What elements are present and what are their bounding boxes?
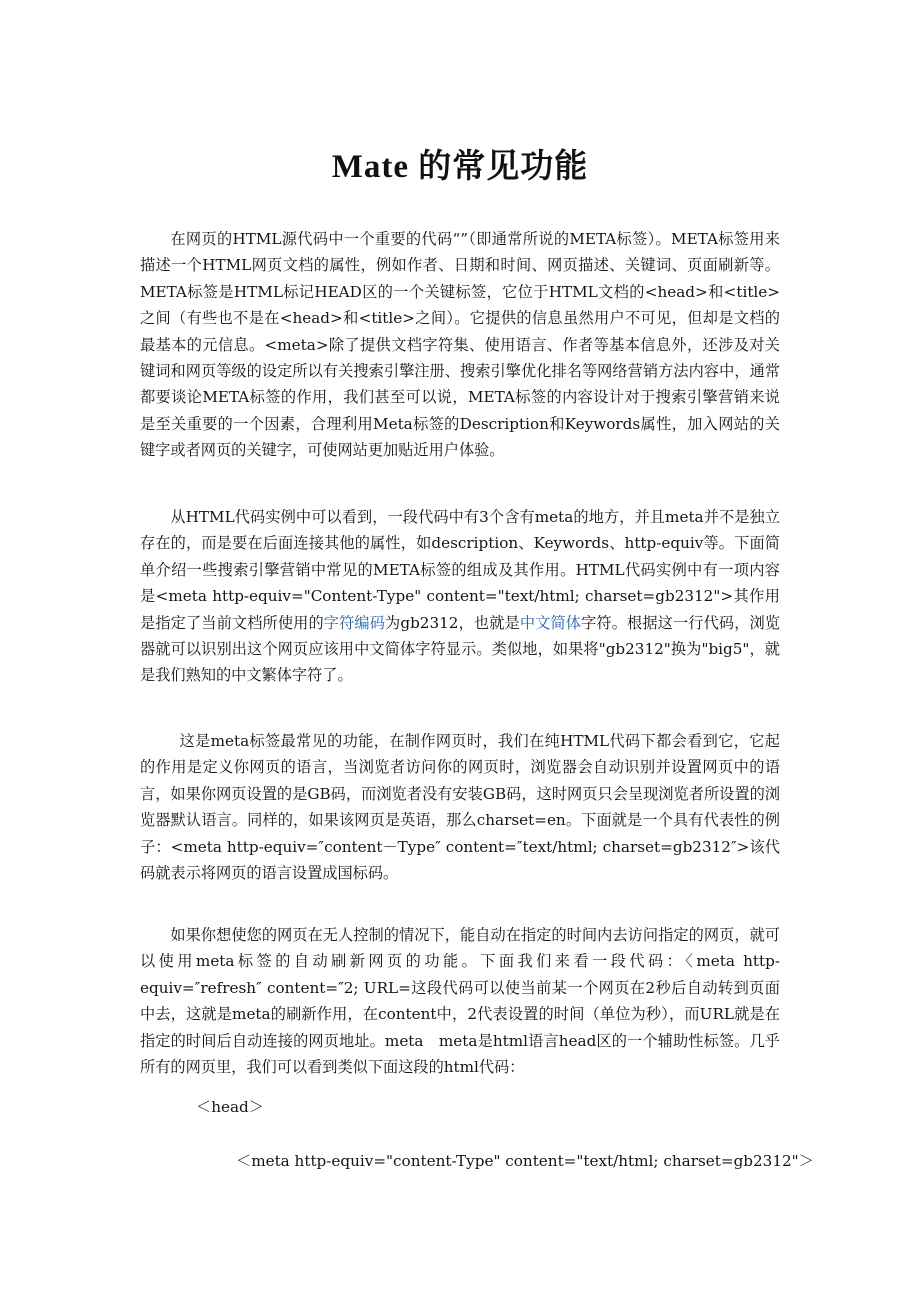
paragraph-refresh-function: 如果你想使您的网页在无人控制的情况下，能自动在指定的时间内去访问指定的网页，就可以使用meta标签的自动刷新网页的功能。下面我们来看一段代码：〈meta http-equiv=″refresh″ content=″2; URL=这段代码可以使当前某一个网页在2秒后自动转到页面中去，这就是meta的刷新作用，在content中，2代表设置的时间（单位为秒），而URL就是在指定的时间后自动连接的网页地址。meta meta是html语言head区的一个辅助性标签。几乎所有的网页里，我们可以看到类似下面这段的html代码： <box>140 926 780 1077</box>
link-simplified-chinese[interactable]: 中文简体 <box>519 613 582 632</box>
link-character-encoding[interactable]: 字符编码 <box>323 613 386 632</box>
paragraph-text: 字符。根据这一行代码，浏览器就可以识别出这个网页应该用中文简体字符显示。类似地，如果将"gb2312"换为"big5"，就是我们熟知的中文繁体字符了。 <box>140 613 781 685</box>
code-meta-line: ＜meta http-equiv="content-Type" content="text/html; charset=gb2312"＞ <box>236 1152 814 1170</box>
code-head-open: ＜head＞ <box>196 1098 264 1116</box>
paragraph-charset-function: 这是meta标签最常见的功能，在制作网页时，我们在纯HTML代码下都会看到它，它起的作用是定义你网页的语言，当浏览者访问你的网页时，浏览器会自动识别并设置网页中的语言，如果你网页设置的是GB码，而浏览者没有安装GB码，这时网页只会呈现浏览者所设置的浏览器默认语言。同样的，如果该网页是英语，那么charset=en。下面就是一个具有代表性的例子：<meta http-equiv=″content－Type″ content=″text/html; charset=gb2312″>该代码就表示将网页的语言设置成国标码。 <box>140 732 780 883</box>
paragraph-text: 为gb2312，也就是 <box>385 613 520 632</box>
paragraph-text: 从HTML代码实例中可以看到，一段代码中有3个含有meta的地方，并且meta并不是独立存在的，而是要在后面连接其他的属性，如description、Keywords、http-equiv等。下面简单介绍一些搜索引擎营销中常见的META标签的组成及其作用。HTML代码实例中有一项内容是<meta http-equiv="Content-Type" content="text/html; charset=gb2312">其作用是指定了当前文档所使用的 <box>140 508 780 632</box>
paragraph-html-example <box>140 504 780 689</box>
page-title: Mate 的常见功能 <box>331 149 589 185</box>
paragraph-intro: 在网页的HTML源代码中一个重要的代码“”（即通常所说的META标签）。META标签用来描述一个HTML网页文档的属性，例如作者、日期和时间、网页描述、关键词、页面刷新等。META标签是HTML标记HEAD区的一个关键标签，它位于HTML文档的<head>和<title>之间（有些也不是在<head>和<title>之间）。它提供的信息虽然用户不可见，但却是文档的最基本的元信息。<meta>除了提供文档字符集、使用语言、作者等基本信息外，还涉及对关键词和网页等级的设定所以有关搜索引擎注册、搜索引擎优化排名等网络营销方法内容中，通常都要谈论META标签的作用，我们甚至可以说，META标签的内容设计对于搜索引擎营销来说是至关重要的一个因素，合理利用Meta标签的Description和Keywords属性，加入网站的关键字或者网页的关键字，可使网站更加贴近用户体验。 <box>140 230 780 460</box>
